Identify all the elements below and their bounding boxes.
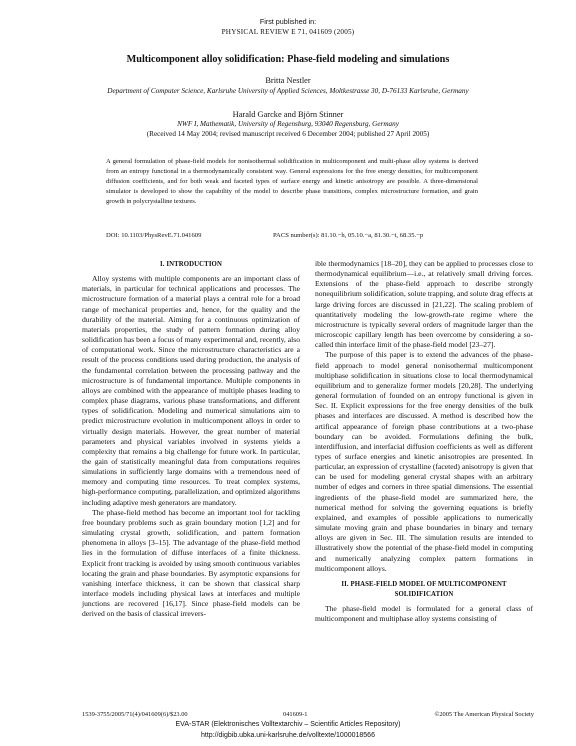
intro-paragraph-3: The purpose of this paper is to extend the advances of the phase-field approach to model general nonisothermal multicomponent multiphase solidification in situations close to local thermodynamical equilibrium and to generalize former models [20,28]. The underlying general formulation of founded on an entropy functional is given in Sec. II. Explicit expressions for the free energy densities of the bulk phases and interfaces are discussed. A method is described how the artifical appearance of foreign phase contributions at a two-phase boundary can be avoided. Formulations defining the bulk, interdiffusion, and interfacial diffusion coefficients as well as different types of surface energies and kinetic anisotropies are presented. In particular, an expression of crystalline (faceted) anisotropy is given that can be used for modeling general crystal shapes with an arbitrary number of edges and corners in three spatial dimensions. The essential ingredients of the phase-field model are summarized here, the numerical method for solving the governing equations is briefly explained, and examples of possible applications to numerically simulate moving grain and phase boundaries in binary and ternary alloys are given in Sec. III. The simulation results are intended to illustratively show the potential of the phase-field model in computing and numerically analyzing complex pattern formations in multicomponent alloys. [315,350,533,573]
footer-copyright: ©2005 The American Physical Society [434,711,534,718]
left-column [82,259,300,619]
intro-paragraph-1: Alloy systems with multiple components are an important class of materials, in particular for technical applications and processes. The microstructure formation of a material plays a central role for a broad range of mechanical properties and, hence, for the quality and the durability of the material. Aiming for a continuous optimization of materials properties, the study of pattern formation during alloy solidification has been a focus of many experimental and, recently, also of computational work. Since the microstructure characteristics are a result of the process conditions used during production, the analysis of the fundamental correlation between the processing pathway and the microstructure is of fundamental importance. Multiple components in alloys are combined with the appearance of multiple phases leading to complex phase diagrams, various phase transformations, and different types of solidification. Modeling and numerical simulations aim to predict microstructure evolution in multicomponent alloys in order to virtually design materials. However, the great number of material parameters and physical variables involved in systems yields a complexity that remains a big challenge for future work. In particular, the gain of statistically meaningful data from computations requires simulations in sufficiently large domains with a tremendous need of memory and computing time resources. To treat complex systems, high-performance computing, parallelization, and optimized algorithms including adaptive mesh generators are mandatory. [82,274,300,507]
paper-title: Multicomponent alloy solidification: Phase-field modeling and simulations [126,54,450,65]
author-nestler: Britta Nestler [265,76,311,85]
footer-page-number: 041609-1 [283,711,308,718]
pacs-numbers: PACS number(s): 81.10.−h, 05.10.−a, 81.30.−t, 68.35.−p [273,232,424,239]
intro-paragraph-2: The phase-field method has become an important tool for tackling free boundary problems such as grain boundary motion [1,2] and for simulating crystal growth, solidification, and pattern formation phenomena in alloys [3–15]. The advantage of the phase-field method lies in the formulation of diffuse interfaces of a finite thickness. Explicit front tracking is avoided by using smooth continuous variables locating the grain and phase boundaries. By asymptotic expansions for vanishing interface thickness, it can be shown that classical sharp interface models including physical laws at interfaces and multiple junctions are recovered [16,17]. Since phase-field models can be derived on the basis of classical irrevers- [82,507,300,619]
section2-paragraph-1: The phase-field model is formulated for a general class of multicomponent and multiphase alloy systems consisting of [315,603,533,623]
abstract: A general formulation of phase-field models for nonisothermal solidification in multicomponent and multi-phase alloy systems is derived from an entropy functional in a thermodynamically consistent way. General expressions for the free energy densities, for multicomponent diffusion coefficients, and for both weak and faceted types of surface energy and kinetic anisotropy are possible. A three-dimensional simulator is developed to show the capability of the model to describe phase transitions, complex microstructure formation, and grain growth in polycrystalline textures. [106,158,478,206]
section-heading-introduction: I. INTRODUCTION [160,261,222,268]
footer-issn: 1539-3755/2005/71(4)/041609(6)/$23.00 [82,711,188,718]
received-dates: (Received 14 May 2004; revised manuscript received 6 December 2004; published 27 April 2005) [146,130,430,138]
affiliation-regensburg: NWF I, Mathematik, University of Regensburg, 93040 Regensburg, Germany [177,120,399,128]
affiliation-karlsruhe: Department of Computer Science, Karlsruhe University of Applied Sciences, Moltkestrasse 30, D-76133 Karlsruhe, Germany [107,87,469,95]
authors-garcke-stinner: Harald Garcke and Björn Stinner [232,110,344,119]
repository-note: EVA-STAR (Elektronisches Volltextarchiv – Scientific Articles Repository) [175,721,401,728]
journal-citation: PHYSICAL REVIEW E 71, 041609 (2005) [221,28,355,36]
doi: DOI: 10.1103/PhysRevE.71.041609 [106,232,202,239]
section-heading-phase-field-model: II. PHASE-FIELD MODEL OF MULTICOMPONENT SOLIDIFICATION [341,580,507,598]
repository-url[interactable]: http://digbib.ubka.uni-karlsruhe.de/volltexte/1000018566 [201,732,375,739]
first-published-note: First published in: [259,17,317,26]
intro-paragraph-2-continued: ible thermodynamics [18–20], they can be applied to processes close to thermodynamical equilibrium—i.e., at relatively small driving forces. Extensions of the phase-field approach to describe strongly nonequilibrium solidification, solute trapping, and solute drag effects at large driving forces are discussed in [21,22]. The scaling problem of quantitatively modeling the low-growth-rate regime where the microstructure is typically several orders of magnitude larger than the microscopic capillary length has been overcome by considering a so-called thin interface limit of the phase-field model [23–27]. [315,259,533,350]
right-column [315,259,533,624]
